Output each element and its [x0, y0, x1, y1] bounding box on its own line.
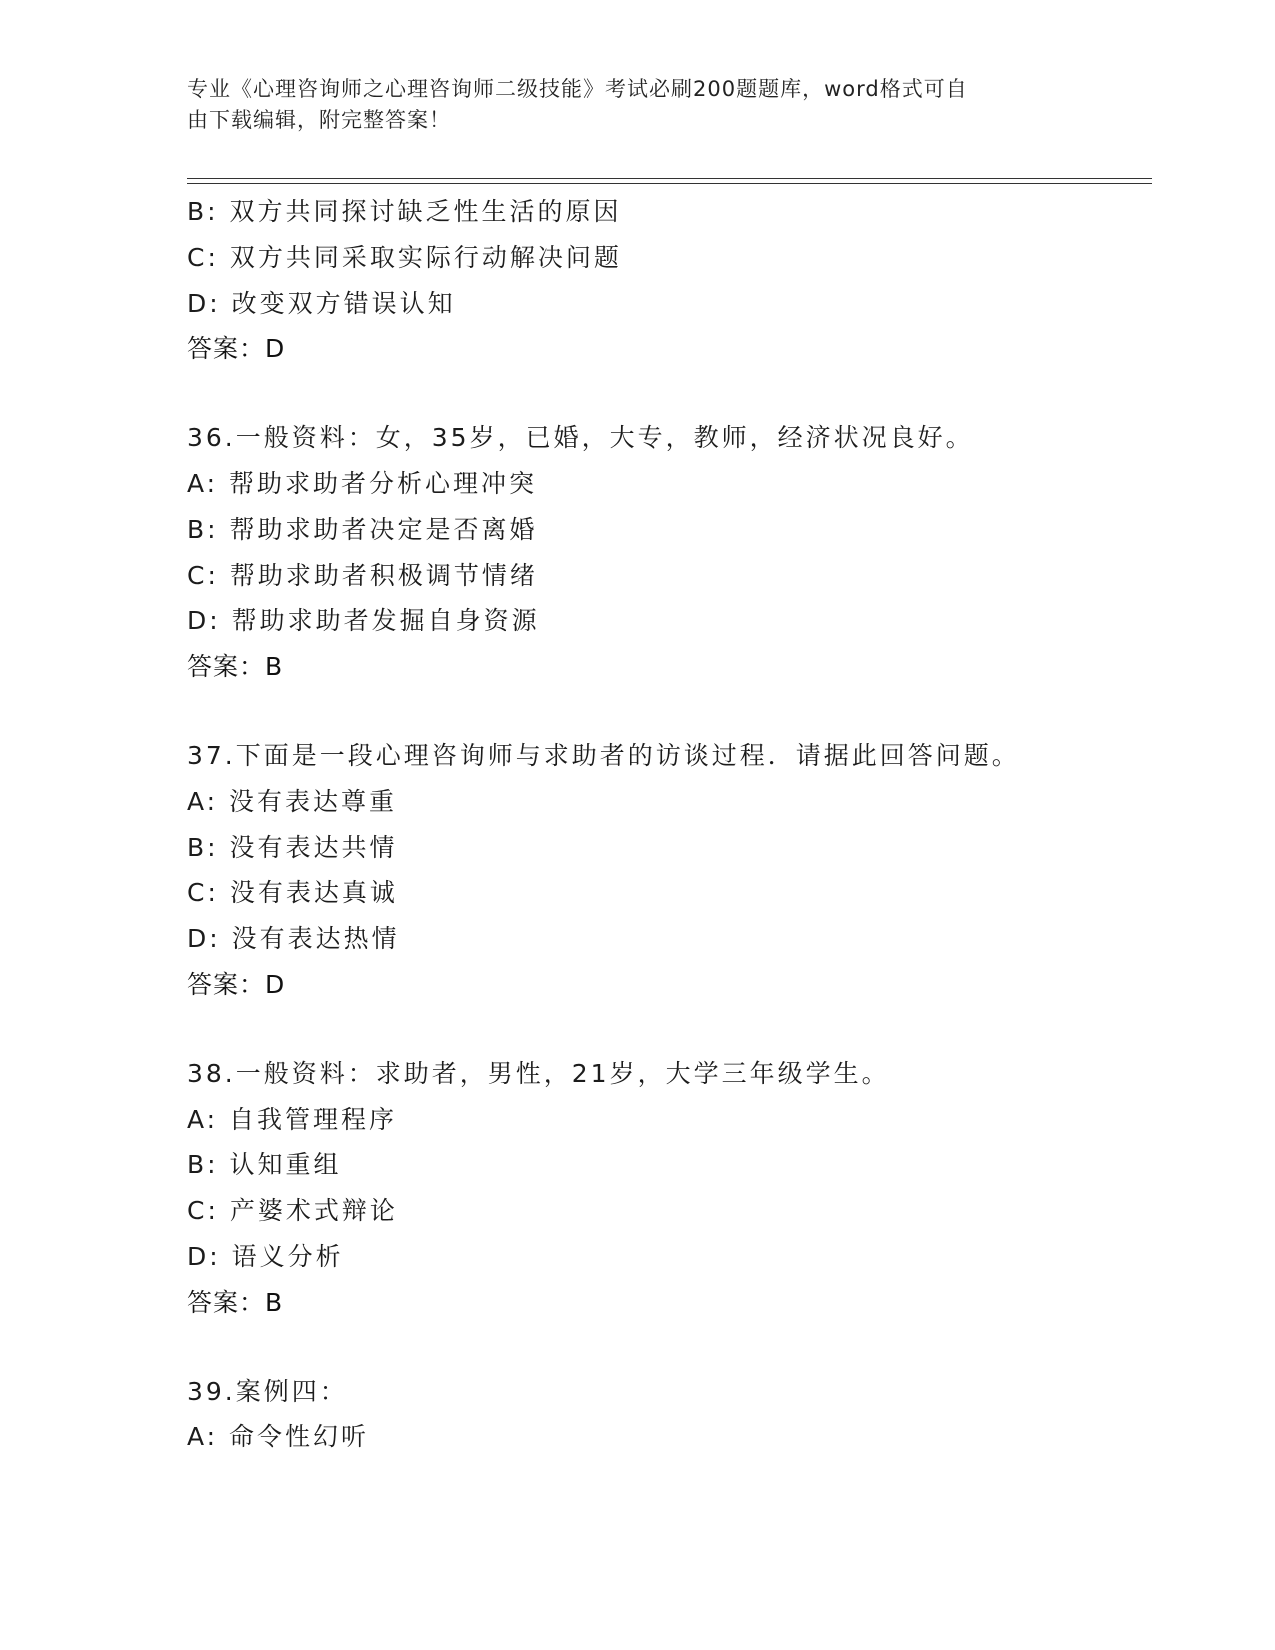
- question-35-continued: [187, 189, 1147, 372]
- option-b: B: 帮助求助者决定是否离婚: [187, 514, 538, 544]
- answer-line: 答案：D: [187, 334, 286, 364]
- header-rule-bottom: [187, 183, 1152, 184]
- question-stem: 36.一般资料：女，35岁，已婚，大专，教师，经济状况良好。: [187, 423, 974, 453]
- option-b: B: 没有表达共情: [187, 832, 398, 862]
- question-stem: 37.下面是一段心理咨询师与求助者的访谈过程．请据此回答问题。: [187, 740, 1020, 770]
- option-c: C: 没有表达真诚: [187, 878, 398, 908]
- page-header: [187, 74, 1087, 136]
- header-rule-top: [187, 178, 1152, 179]
- answer-line: 答案：D: [187, 969, 286, 999]
- question-list: [187, 189, 1147, 1460]
- option-a: A: 帮助求助者分析心理冲突: [187, 468, 538, 498]
- option-d: D: 没有表达热情: [187, 924, 400, 954]
- answer-line: 答案：B: [187, 1287, 284, 1317]
- question-stem: 39.案例四：: [187, 1376, 348, 1406]
- option-a: A: 自我管理程序: [187, 1104, 398, 1134]
- option-a: A: 没有表达尊重: [187, 786, 398, 816]
- option-c: C: 双方共同采取实际行动解决问题: [187, 242, 622, 272]
- question-38: [187, 1051, 1147, 1326]
- option-c: C: 产婆术式辩论: [187, 1196, 398, 1226]
- header-line-1: 专业《心理咨询师之心理咨询师二级技能》考试必刷200题题库，word格式可自: [187, 77, 968, 101]
- option-d: D: 改变双方错误认知: [187, 288, 456, 318]
- question-39: [187, 1369, 1147, 1461]
- option-c: C: 帮助求助者积极调节情绪: [187, 560, 538, 590]
- option-a: A: 命令性幻听: [187, 1422, 370, 1452]
- question-36: [187, 415, 1147, 690]
- option-b: B: 双方共同探讨缺乏性生活的原因: [187, 197, 622, 226]
- question-stem: 38.一般资料：求助者，男性，21岁，大学三年级学生。: [187, 1058, 890, 1088]
- option-d: D: 语义分析: [187, 1241, 344, 1271]
- answer-line: 答案：B: [187, 652, 284, 682]
- option-b: B: 认知重组: [187, 1150, 342, 1180]
- option-d: D: 帮助求助者发掘自身资源: [187, 606, 540, 636]
- header-line-2: 由下载编辑，附完整答案！: [187, 108, 451, 132]
- question-37: [187, 733, 1147, 1008]
